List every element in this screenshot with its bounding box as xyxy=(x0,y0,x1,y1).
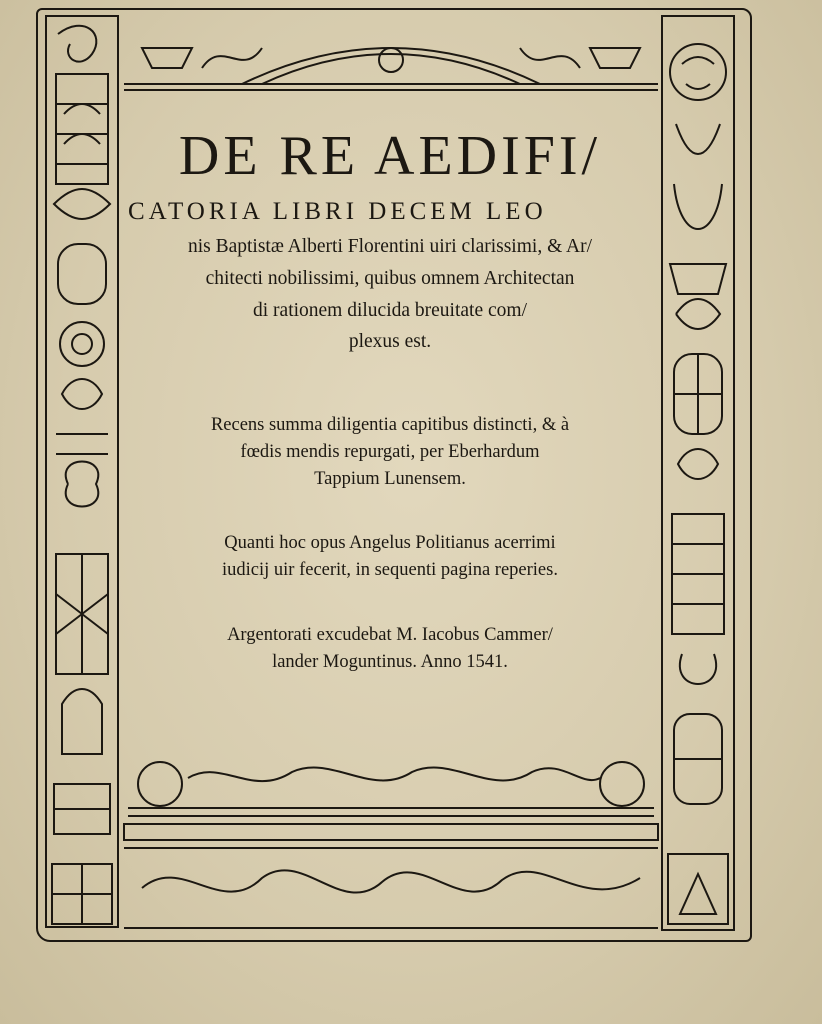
imprint xyxy=(120,622,660,676)
title-subline: CATORIA LIBRI DECEM LEO xyxy=(128,198,547,225)
editor-note xyxy=(120,412,660,492)
imprint-line: lander Moguntinus. Anno 1541. xyxy=(272,651,508,672)
politianus-note-line: Quanti hoc opus Angelus Politianus acerrimi xyxy=(224,533,556,553)
right-ornamental-column xyxy=(660,14,736,932)
title-line-4: plexus est. xyxy=(348,331,432,352)
editor-note-line: Tappium Lunensem. xyxy=(314,468,466,489)
title-line-3: di rationem dilucida breuitate com/ xyxy=(253,300,527,321)
left-ornamental-column xyxy=(44,14,120,929)
politianus-note xyxy=(120,530,660,584)
title-line-1: nis Baptistæ Alberti Florentini uiri clarissimi, & Ar/ xyxy=(187,236,593,257)
main-title: DE RE AEDIFI/ xyxy=(178,125,602,187)
top-ornamental-band xyxy=(122,18,660,94)
editor-note-line: Recens summa diligentia capitibus distincti, & à xyxy=(210,415,570,435)
title-line-2: chitecti nobilissimi, quibus omnem Architectan xyxy=(205,268,575,289)
politianus-note-line: iudicij uir fecerit, in sequenti pagina reperies. xyxy=(222,559,558,580)
editor-note-line: fœdis mendis repurgati, per Eberhardum xyxy=(240,441,540,462)
imprint-line: Argentorati excudebat M. Iacobus Cammer/ xyxy=(227,625,553,645)
bottom-ornamental-band xyxy=(122,758,660,936)
